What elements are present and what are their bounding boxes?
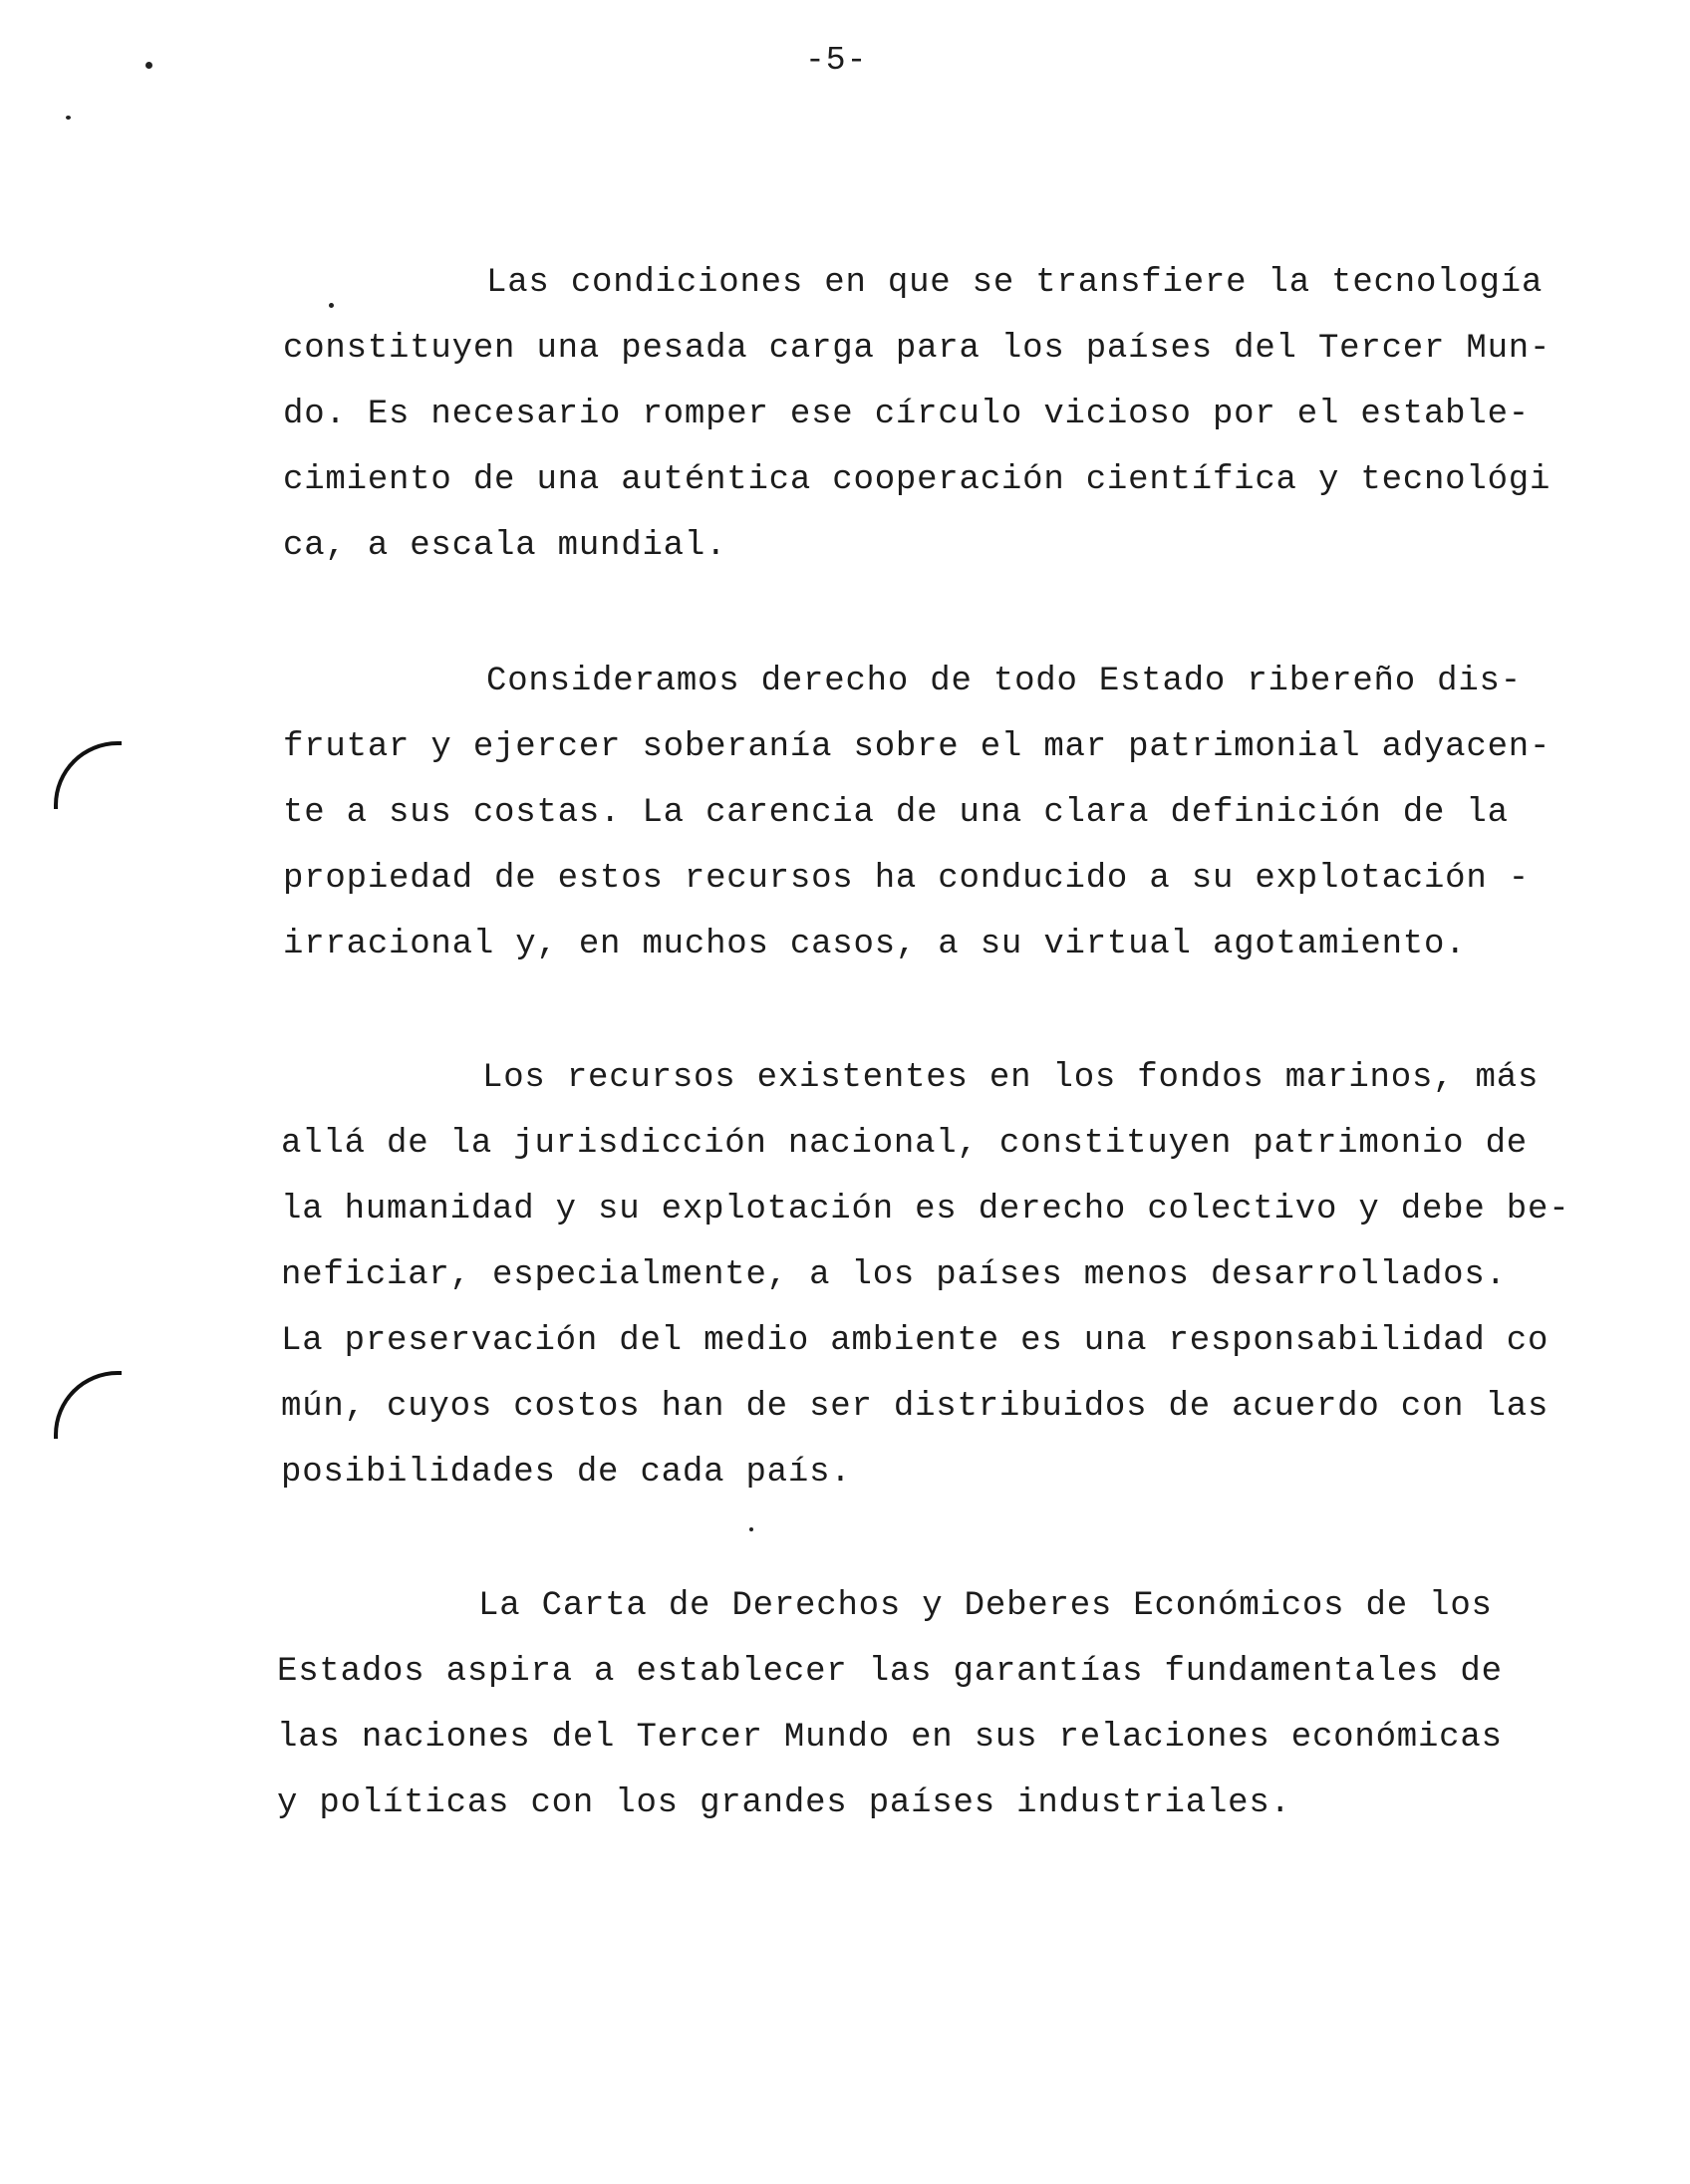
paragraph-1-line-4: cimiento de una auténtica cooperación científica y tecnológi (283, 461, 1551, 499)
paragraph-3-line-4: neficiar, especialmente, a los países menos desarrollados. (281, 1256, 1507, 1294)
paragraph-2-line-3: te a sus costas. La carencia de una clara definición de la (283, 794, 1509, 832)
paragraph-3-line-2: allá de la jurisdicción nacional, constituyen patrimonio de (281, 1125, 1528, 1163)
scan-speck (329, 303, 334, 308)
paragraph-4-line-3: las naciones del Tercer Mundo en sus relaciones económicas (277, 1719, 1503, 1757)
page-number: -5- (805, 42, 868, 79)
paragraph-3-line-3: la humanidad y su explotación es derecho colectivo y debe be- (281, 1191, 1570, 1228)
scan-speck (145, 62, 152, 69)
paragraph-1-line-2: constituyen una pesada carga para los países del Tercer Mun- (283, 330, 1551, 368)
paragraph-3-line-7: posibilidades de cada país. (281, 1454, 852, 1492)
paragraph-3-line-1: Los recursos existentes en los fondos marinos, más (482, 1059, 1540, 1097)
paragraph-2-line-1: Consideramos derecho de todo Estado ribereño dis- (486, 663, 1522, 700)
paragraph-4-line-4: y políticas con los grandes países industriales. (277, 1784, 1291, 1822)
paragraph-4-line-2: Estados aspira a establecer las garantías fundamentales de (277, 1653, 1503, 1691)
paragraph-2-line-2: frutar y ejercer soberanía sobre el mar patrimonial adyacen- (283, 728, 1551, 766)
paragraph-2-line-5: irracional y, en muchos casos, a su virtual agotamiento. (283, 926, 1467, 963)
paragraph-4-line-1: La Carta de Derechos y Deberes Económicos de los (478, 1587, 1493, 1625)
paragraph-1-line-5: ca, a escala mundial. (283, 527, 727, 565)
paragraph-3-line-5: La preservación del medio ambiente es una responsabilidad co (281, 1322, 1549, 1360)
paragraph-3-line-6: mún, cuyos costos han de ser distribuidos de acuerdo con las (281, 1388, 1549, 1426)
paragraph-1-line-3: do. Es necesario romper ese círculo vicioso por el estable- (283, 396, 1530, 433)
paragraph-1-line-1: Las condiciones en que se transfiere la tecnología (486, 264, 1544, 302)
punch-hole-mark (54, 741, 122, 809)
scan-speck (749, 1527, 753, 1531)
paragraph-2-line-4: propiedad de estos recursos ha conducido a su explotación - (283, 860, 1530, 898)
scan-speck (66, 116, 71, 120)
punch-hole-mark (54, 1371, 122, 1439)
